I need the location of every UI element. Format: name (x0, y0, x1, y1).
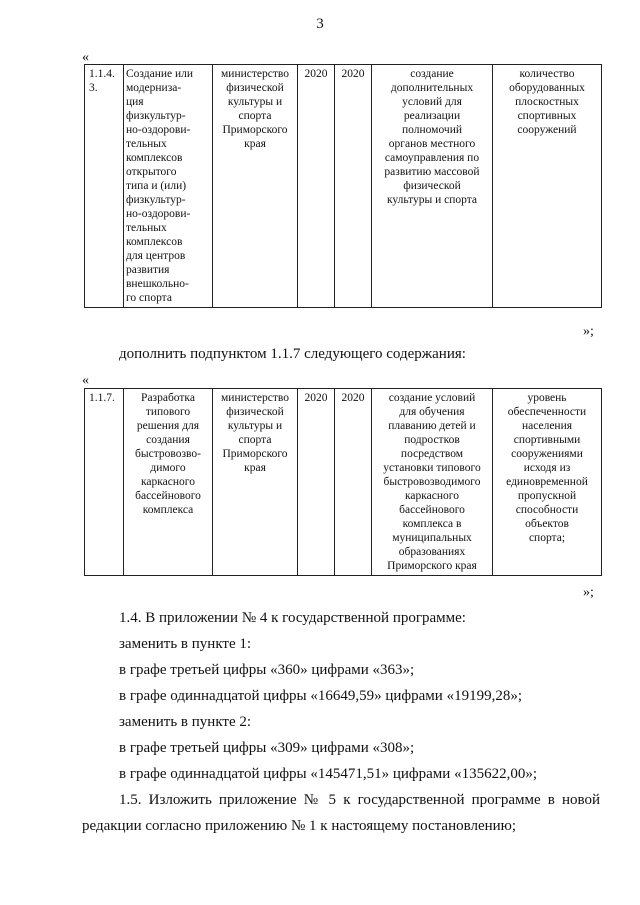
item-number-cell: 1.1.4. 3. (85, 65, 124, 308)
replace-point-1-line: заменить в пункте 1: (119, 636, 252, 652)
opening-quote: « (82, 373, 89, 388)
year-end-cell: 2020 (335, 389, 372, 576)
closing-quote: »; (583, 324, 594, 339)
paragraph-1-4: 1.4. В приложении № 4 к государственной программе: (119, 610, 466, 626)
paragraph-1-5-line-1: 1.5. Изложить приложение № 5 к государственной программе в новой (119, 792, 600, 808)
paragraph-1-5-line-2: редакции согласно приложению № 1 к настоящему постановлению; (82, 818, 517, 834)
item-name-cell: Разработка типового решения для создания быстровозво- димого каркасного бассейнового комплекса (124, 389, 213, 576)
executor-cell: министерство физической культуры и спорта Приморского края (213, 65, 298, 308)
item-number-cell: 1.1.7. (85, 389, 124, 576)
column-3-point-1-line: в графе третьей цифры «360» цифрами «363»; (119, 662, 415, 678)
executor-cell: министерство физической культуры и спорта Приморского края (213, 389, 298, 576)
column-11-point-2-line: в графе одиннадцатой цифры «145471,51» цифрами «135622,00»; (119, 766, 537, 782)
opening-quote: « (82, 50, 89, 65)
closing-quote: »; (583, 585, 594, 600)
table-row (85, 65, 602, 308)
expected-result-cell: создание условий для обучения плаванию детей и подростков посредством установки типового быстровозводимого каркасного бассейнового комплекса в муниципальных образованиях Приморского края (372, 389, 493, 576)
year-start-cell: 2020 (298, 65, 335, 308)
column-11-point-1-line: в графе одиннадцатой цифры «16649,59» цифрами «19199,28»; (119, 688, 522, 704)
supplement-paragraph: дополнить подпунктом 1.1.7 следующего содержания: (119, 346, 466, 362)
year-start-cell: 2020 (298, 389, 335, 576)
year-end-cell: 2020 (335, 65, 372, 308)
program-table-item-1-1-7 (84, 388, 602, 576)
indicator-cell: уровень обеспеченности населения спортивными сооружениями исходя из единовременной пропускной способности объектов спорта; (493, 389, 602, 576)
page-number: 3 (316, 16, 324, 32)
replace-point-2-line: заменить в пункте 2: (119, 714, 252, 730)
expected-result-cell: создание дополнительных условий для реализации полномочий органов местного самоуправления по развитию массовой физической культуры и спорта (372, 65, 493, 308)
program-table-item-1-1-4-3 (84, 64, 602, 308)
column-3-point-2-line: в графе третьей цифры «309» цифрами «308»; (119, 740, 415, 756)
item-name-cell: Создание или модерниза- ция физкультур- но-оздорови- тельных комплексов открытого типа и (или) физкультур- но-оздорови- тельных комплексов для центров развития внешкольно- го спорта (124, 65, 213, 308)
indicator-cell: количество оборудованных плоскостных спортивных сооружений (493, 65, 602, 308)
table-row (85, 389, 602, 576)
